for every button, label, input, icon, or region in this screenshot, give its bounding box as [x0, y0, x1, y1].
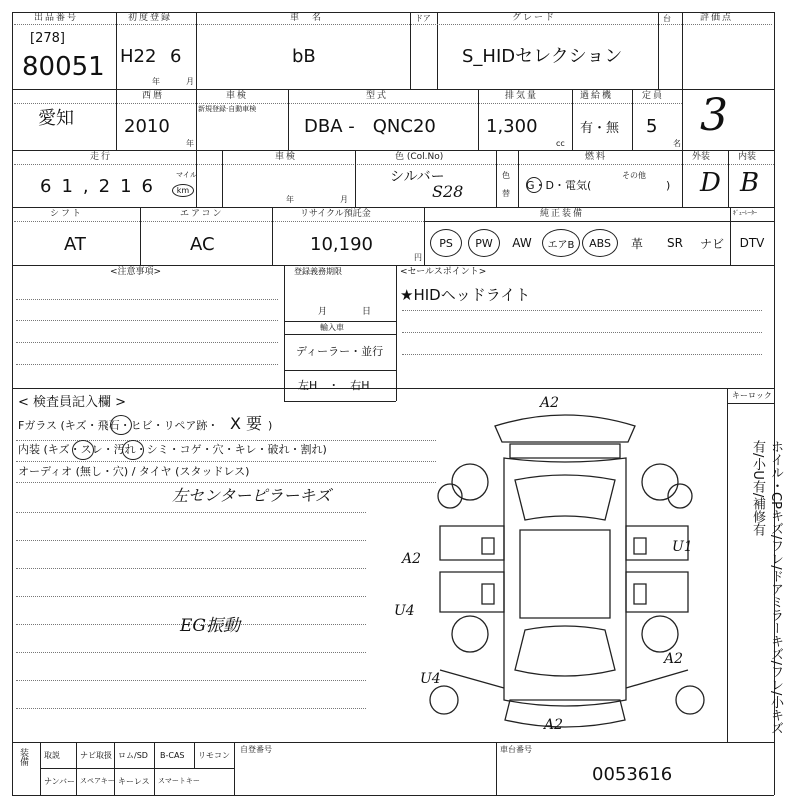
first-reg-tsuki: 月	[186, 77, 194, 86]
divider	[14, 103, 682, 104]
equip-aw: AW	[512, 236, 532, 250]
divider	[12, 265, 774, 266]
cert-note: 新規登録·自動車検	[198, 105, 257, 113]
divider	[396, 265, 397, 401]
divider	[682, 150, 683, 207]
color-code: S28	[432, 182, 464, 201]
equip-pw: PW	[468, 229, 500, 257]
divider	[16, 540, 366, 541]
handle-side: 左H ・ 右H	[298, 379, 370, 392]
cc-label: 排気量	[505, 91, 539, 101]
turbo: 有・無	[580, 121, 620, 136]
year-label: 西暦	[142, 91, 165, 101]
divider	[16, 512, 366, 513]
divider	[16, 461, 436, 462]
footer-plate: ナンバー	[44, 777, 76, 786]
lot-label: 出品番号	[34, 13, 79, 23]
divider	[12, 150, 774, 151]
fuel-label: 燃料	[585, 152, 608, 162]
inspection-legend: ホイル・CPキズ/ワレ/ドアミラーキズ/ワレ/小キズ有/小U有/補修有	[750, 440, 783, 735]
sales-point-label: <セールスポイント>	[400, 267, 487, 277]
divider	[16, 364, 278, 365]
color-label: 色 (Col.No)	[395, 152, 444, 162]
inspection-glass-repair: X 要	[230, 414, 263, 433]
recycle-fee: 10,190	[310, 234, 373, 255]
equip-sunroof: SR	[667, 236, 683, 250]
fuel-close: )	[666, 179, 671, 192]
divider	[12, 742, 774, 743]
footer-equip-label: 装備	[18, 748, 28, 766]
divider	[728, 150, 729, 207]
footer-chassis-label: 車台番号	[500, 745, 532, 754]
divider	[682, 12, 683, 150]
score-label: 評価点	[700, 13, 734, 23]
door-label: ドア	[415, 14, 431, 23]
mile-unit: マイル	[176, 171, 197, 179]
glass-chip-circle	[110, 415, 132, 435]
mileage-label: 走行	[90, 152, 113, 162]
inspection-audio-tire: オーディオ (無し・穴) / タイヤ (スタッドレス)	[18, 465, 250, 478]
divider	[16, 320, 278, 321]
divider	[116, 12, 117, 150]
divider	[16, 680, 366, 681]
damage-mark-rear: A2	[544, 717, 564, 733]
displacement: 1,300	[486, 116, 538, 137]
equip-leather: 革	[630, 236, 643, 251]
divider	[478, 89, 479, 150]
fuel: G・D・電気(	[526, 179, 592, 192]
divider	[284, 265, 285, 401]
reg-month: 月	[318, 307, 328, 317]
yen-unit: 円	[414, 253, 422, 262]
caution-label: <注意事項>	[110, 267, 162, 277]
equip-navi: ナビ	[699, 236, 724, 251]
capacity-label: 定員	[642, 91, 665, 101]
footer-remote: リモコン	[198, 751, 230, 760]
divider	[16, 708, 366, 709]
fuel-selected-circle	[526, 177, 542, 193]
interior-dirt-circle	[122, 440, 144, 460]
equip-airbag: エアB	[542, 229, 580, 257]
divider	[14, 221, 424, 222]
color-change-1: 色	[502, 171, 510, 180]
model-label: 型式	[366, 91, 389, 101]
grade-label: グレード	[512, 13, 557, 23]
recycle-label: リサイクル預託金	[300, 209, 371, 219]
car-name-label: 車 名	[290, 13, 324, 23]
aircon: AC	[190, 234, 215, 255]
divider	[496, 150, 497, 207]
divider	[402, 310, 762, 311]
footer-manual: 取説	[44, 751, 60, 760]
cert-label: 車検	[226, 91, 249, 101]
score: 3	[700, 90, 728, 141]
lot-sub: [278]	[30, 31, 65, 46]
color-change-2: 替	[502, 189, 510, 198]
shaken-label: 車検	[275, 152, 298, 162]
first-reg-era: H22	[120, 46, 157, 67]
inspection-title: < 検査員記入欄 >	[18, 395, 127, 410]
damage-mark-left-front: A2	[402, 551, 422, 567]
chassis-number: 0053616	[592, 764, 673, 785]
keyless-label: ｷﾞｭｰﾚｰﾀｰ	[733, 210, 758, 217]
damage-mark-right-rear: A2	[664, 651, 684, 667]
divider	[284, 401, 396, 402]
divider	[12, 388, 774, 389]
exterior-grade: D	[700, 168, 721, 198]
footer-bcas: B-CAS	[160, 751, 185, 760]
import-label: 輸入車	[320, 323, 344, 332]
divider	[154, 742, 155, 795]
divider	[140, 207, 141, 265]
sales-point: ★HIDヘッドライト	[400, 286, 531, 304]
equip-dtv: DTV	[739, 236, 765, 250]
footer-reg-no-label: 自登番号	[240, 745, 272, 754]
divider	[518, 150, 519, 207]
km-unit: km	[172, 184, 194, 197]
footer-rom-sd: ロム/SD	[118, 751, 148, 760]
divider	[284, 334, 396, 335]
interior-grade: B	[740, 168, 760, 198]
shaken-nen: 年	[286, 195, 294, 204]
dai-label: 台	[663, 14, 671, 23]
grade: S_HIDセレクション	[462, 46, 623, 67]
car-name: bB	[292, 46, 316, 67]
divider	[730, 207, 731, 265]
turbo-label: 過給機	[580, 91, 614, 101]
damage-mark-left-side: U4	[394, 603, 415, 619]
divider	[12, 89, 774, 90]
footer-spare-key: スペアキー	[80, 777, 115, 785]
divider	[16, 596, 366, 597]
car-diagram	[420, 400, 710, 740]
mileage: 61,216	[40, 176, 163, 197]
divider	[272, 207, 273, 265]
divider	[572, 89, 573, 150]
divider	[14, 164, 774, 165]
lot-number: 80051	[22, 52, 105, 82]
inspection-glass-close: )	[268, 419, 273, 432]
divider	[727, 388, 728, 742]
reg-deadline-label: 登録義務期限	[294, 267, 342, 276]
divider	[355, 150, 356, 207]
divider	[234, 742, 235, 795]
reg-day: 日	[362, 307, 372, 317]
dealer-parallel: ディーラー・並行	[296, 345, 384, 358]
fuel-other: その他	[622, 171, 646, 180]
border-bottom	[12, 795, 774, 796]
footer-smart-key: スマートキー	[158, 777, 200, 785]
footer-keyless: キーレス	[118, 777, 150, 786]
inspection-note-pillar: 左センターピラーキズ	[172, 486, 332, 505]
exterior-label: 外装	[692, 152, 711, 162]
divider	[284, 321, 396, 322]
divider	[12, 207, 774, 208]
divider	[16, 482, 436, 483]
cc-unit: cc	[556, 139, 565, 148]
aircon-label: エアコン	[180, 209, 224, 219]
divider	[14, 24, 772, 25]
divider	[284, 370, 396, 371]
first-reg-label: 初度登録	[128, 13, 173, 23]
shaken-tsuki: 月	[340, 195, 348, 204]
border-top	[12, 12, 774, 13]
divider	[424, 207, 425, 265]
shift-label: シフト	[50, 209, 84, 219]
equip-abs: ABS	[582, 229, 618, 257]
divider	[16, 299, 278, 300]
divider	[114, 742, 115, 795]
keylock-label: キーロック	[732, 391, 772, 400]
shift: AT	[64, 234, 86, 255]
prefecture: 愛知	[38, 108, 74, 129]
inspection-interior: 内装 (キズ・スレ・汚れ・シミ・コゲ・穴・キレ・破れ・割れ)	[18, 443, 327, 456]
inspection-glass: Fガラス (キズ・飛石・ヒビ・リペア跡・	[18, 419, 219, 432]
divider	[196, 89, 197, 150]
divider	[16, 568, 366, 569]
year-unit: 年	[186, 139, 194, 148]
divider	[288, 89, 289, 150]
first-reg-month: 6	[170, 46, 182, 67]
divider	[424, 221, 774, 222]
damage-mark-left-rear: U4	[420, 671, 441, 687]
footer-navi-manual: ナビ取扱	[80, 751, 112, 760]
divider	[76, 742, 77, 795]
year: 2010	[124, 116, 170, 137]
equip-ps: PS	[430, 229, 462, 257]
divider	[222, 150, 223, 207]
damage-mark-right-front: U1	[672, 539, 693, 555]
divider	[16, 342, 278, 343]
capacity: 5	[646, 116, 658, 137]
divider	[40, 768, 234, 769]
capacity-unit: 名	[673, 139, 681, 148]
divider	[194, 742, 195, 768]
divider	[402, 354, 762, 355]
equip-label: 純正装備	[540, 209, 585, 219]
color: シルバー	[390, 169, 445, 185]
divider	[727, 403, 774, 404]
interior-scratch-circle	[72, 440, 94, 460]
divider	[496, 742, 497, 795]
border-left	[12, 12, 13, 795]
divider	[16, 652, 366, 653]
inspection-note-engine: EG振動	[180, 616, 240, 636]
divider	[632, 89, 633, 150]
interior-label: 内装	[738, 152, 757, 162]
first-reg-nen: 年	[152, 77, 160, 86]
damage-mark-front: A2	[540, 395, 560, 411]
model: DBA - QNC20	[304, 116, 436, 137]
divider	[402, 332, 762, 333]
